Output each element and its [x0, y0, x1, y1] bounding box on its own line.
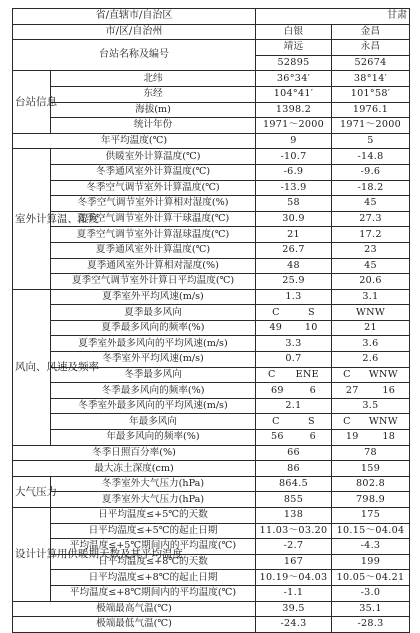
value-baiyin	[256, 305, 332, 321]
parameter-name: 日平均温度≤+5℃的起止日期	[51, 523, 256, 539]
parameter-name: 夏季最多风向的频率(%)	[51, 320, 256, 336]
parameter-name: 冬季日照百分率(%)	[13, 445, 256, 461]
value-baiyin: 104°41′	[256, 86, 332, 102]
table-row	[13, 430, 410, 446]
value-jinchang: 3.5	[332, 398, 410, 414]
table-row	[13, 398, 410, 414]
parameter-name: 夏季最多风向	[51, 305, 256, 321]
table-row	[13, 196, 410, 212]
table-row	[13, 71, 410, 87]
value-baiyin-part-b: S	[307, 415, 315, 427]
parameter-name: 冬季最多风向	[51, 367, 256, 383]
value-baiyin: 1971～2000	[256, 118, 332, 134]
value-jinchang-part-b: WNW	[368, 415, 398, 427]
value-baiyin: 30.9	[256, 211, 332, 227]
table-row	[13, 305, 410, 321]
parameter-name: 夏季室外大气压力(hPa)	[51, 492, 256, 508]
value-jinchang: 101°58′	[332, 86, 410, 102]
value-baiyin: 10.19～04.03	[256, 570, 332, 586]
table-row	[13, 476, 410, 492]
value-baiyin-part-a: C	[272, 415, 280, 427]
parameter-name: 冬季室外平均风速(m/s)	[51, 352, 256, 368]
table-row	[13, 336, 410, 352]
table-row	[13, 133, 410, 149]
value-jinchang: 2.6	[332, 352, 410, 368]
parameter-name: 夏季空气调节室外计算日平均温度(℃)	[51, 274, 256, 290]
value-baiyin: 25.9	[256, 274, 332, 290]
value-jinchang: 3.6	[332, 336, 410, 352]
parameter-name: 极端最低气温(℃)	[13, 617, 256, 633]
city-1: 白银	[256, 24, 332, 40]
parameter-name: 日平均温度≤+8℃的起止日期	[51, 570, 256, 586]
table-row	[13, 102, 410, 118]
value-jinchang	[332, 383, 410, 399]
value-jinchang: 798.9	[332, 492, 410, 508]
table-row	[13, 149, 410, 165]
parameter-name: 年最多风向	[51, 414, 256, 430]
parameter-name: 夏季通风室外计算温度(℃)	[51, 242, 256, 258]
value-jinchang: 78	[332, 445, 410, 461]
station-code-2: 52674	[332, 55, 410, 71]
value-jinchang: 27.3	[332, 211, 410, 227]
parameter-name: 冬季室外大气压力(hPa)	[51, 476, 256, 492]
value-baiyin	[256, 430, 332, 446]
value-jinchang: 10.05～04.21	[332, 570, 410, 586]
value-jinchang	[332, 414, 410, 430]
value-baiyin: 39.5	[256, 601, 332, 617]
table-row	[13, 274, 410, 290]
province-name: 甘肃	[256, 9, 410, 25]
value-jinchang: -14.8	[332, 149, 410, 165]
table-row	[13, 617, 410, 633]
parameter-name: 冬季空气调节室外计算温度(℃)	[51, 180, 256, 196]
value-jinchang-part-b: 18	[382, 431, 396, 443]
value-jinchang-part-a: 19	[345, 431, 359, 443]
parameter-name: 东经	[51, 86, 256, 102]
parameter-name: 日平均温度≤+8℃的天数	[51, 554, 256, 570]
table-row	[13, 508, 410, 524]
parameter-name: 年平均温度(℃)	[13, 133, 256, 149]
parameter-name: 北纬	[51, 71, 256, 87]
value-jinchang-part-a: C	[343, 415, 351, 427]
value-baiyin-part-a: 49	[269, 322, 283, 334]
value-baiyin-part-a: C	[268, 368, 276, 380]
value-baiyin: 167	[256, 554, 332, 570]
value-baiyin: 864.5	[256, 476, 332, 492]
value-jinchang: 23	[332, 242, 410, 258]
value-baiyin: -1.1	[256, 585, 332, 601]
parameter-name: 冬季室外最多风向的平均风速(m/s)	[51, 398, 256, 414]
climate-data-table	[12, 8, 410, 633]
value-jinchang	[332, 367, 410, 383]
value-baiyin: 48	[256, 258, 332, 274]
value-baiyin-part-a: 69	[270, 384, 284, 396]
parameter-name: 极端最高气温(℃)	[13, 601, 256, 617]
value-baiyin	[256, 414, 332, 430]
value-baiyin: 26.7	[256, 242, 332, 258]
value-baiyin-part-b: ENE	[295, 368, 319, 380]
value-jinchang: 38°14′	[332, 71, 410, 87]
table-row	[13, 414, 410, 430]
section-label: 台站信息	[13, 71, 51, 133]
table-row	[13, 383, 410, 399]
parameter-name: 夏季室外平均风速(m/s)	[51, 289, 256, 305]
value-baiyin: 0.7	[256, 352, 332, 368]
value-baiyin-part-b: 6	[309, 431, 317, 443]
value-baiyin: 11.03～03.20	[256, 523, 332, 539]
value-jinchang: -9.6	[332, 164, 410, 180]
parameter-name: 平均温度≤+8℃期间内的平均温度(℃)	[51, 585, 256, 601]
parameter-name: 海拔(m)	[51, 102, 256, 118]
table-row	[13, 227, 410, 243]
parameter-name: 夏季空气调节室外计算湿球温度(℃)	[51, 227, 256, 243]
table-row	[13, 118, 410, 134]
value-jinchang-part-b: WNW	[368, 368, 398, 380]
table-row	[13, 180, 410, 196]
parameter-name: 平均温度≤+5℃期间内的平均温度(℃)	[51, 539, 256, 555]
value-jinchang: 20.6	[332, 274, 410, 290]
value-jinchang: -4.3	[332, 539, 410, 555]
value-baiyin: -24.3	[256, 617, 332, 633]
station-1: 靖远	[256, 40, 332, 56]
station-label: 台站名称及编号	[13, 40, 256, 71]
value-baiyin: -10.7	[256, 149, 332, 165]
value-jinchang: -18.2	[332, 180, 410, 196]
station-code-1: 52895	[256, 55, 332, 71]
value-baiyin: 9	[256, 133, 332, 149]
climate-data-table-container	[12, 8, 409, 633]
value-jinchang: 1976.1	[332, 102, 410, 118]
value-jinchang-part-a: C	[343, 368, 351, 380]
value-jinchang: 45	[332, 196, 410, 212]
parameter-name: 夏季空气调节室外计算干球温度(℃)	[51, 211, 256, 227]
table-row	[13, 601, 410, 617]
value-baiyin: 21	[256, 227, 332, 243]
value-baiyin: 1398.2	[256, 102, 332, 118]
value-jinchang: 802.8	[332, 476, 410, 492]
value-jinchang: 3.1	[332, 289, 410, 305]
value-baiyin-part-a: C	[272, 306, 280, 318]
value-jinchang: 1971～2000	[332, 118, 410, 134]
table-row	[13, 492, 410, 508]
value-jinchang: 35.1	[332, 601, 410, 617]
value-baiyin-part-a: 56	[270, 431, 284, 443]
parameter-name: 夏季室外最多风向的平均风速(m/s)	[51, 336, 256, 352]
value-baiyin-part-b: 10	[304, 322, 318, 334]
value-baiyin: 1.3	[256, 289, 332, 305]
value-jinchang: -3.0	[332, 585, 410, 601]
parameter-name: 冬季最多风向的频率(%)	[51, 383, 256, 399]
value-baiyin: 86	[256, 461, 332, 477]
value-baiyin: 58	[256, 196, 332, 212]
value-jinchang: WNW	[332, 305, 410, 321]
parameter-name: 夏季通风室外计算相对湿度(%)	[51, 258, 256, 274]
table-row	[13, 461, 410, 477]
value-jinchang	[332, 430, 410, 446]
value-baiyin: -13.9	[256, 180, 332, 196]
value-baiyin	[256, 383, 332, 399]
value-jinchang-part-a: 27	[345, 384, 359, 396]
parameter-name: 统计年份	[51, 118, 256, 134]
value-jinchang: 159	[332, 461, 410, 477]
table-row	[13, 289, 410, 305]
value-baiyin: 2.1	[256, 398, 332, 414]
value-jinchang: -28.3	[332, 617, 410, 633]
city-label: 市/区/自治州	[13, 24, 256, 40]
table-row	[13, 86, 410, 102]
station-2: 永昌	[332, 40, 410, 56]
table-row	[13, 523, 410, 539]
value-baiyin: 3.3	[256, 336, 332, 352]
header-row-station	[13, 40, 410, 56]
region-label: 省/直辖市/自治区	[13, 9, 256, 25]
value-baiyin: 66	[256, 445, 332, 461]
section-label: 室外计算温、湿度	[13, 149, 51, 289]
value-jinchang: 175	[332, 508, 410, 524]
header-row-city	[13, 24, 410, 40]
city-2: 金昌	[332, 24, 410, 40]
value-baiyin: -6.9	[256, 164, 332, 180]
value-baiyin-part-b: 6	[309, 384, 317, 396]
table-row	[13, 539, 410, 555]
value-jinchang: 17.2	[332, 227, 410, 243]
value-baiyin-part-b: S	[307, 306, 315, 318]
parameter-name: 年最多风向的频率(%)	[51, 430, 256, 446]
parameter-name: 冬季通风室外计算温度(℃)	[51, 164, 256, 180]
value-jinchang: 5	[332, 133, 410, 149]
value-baiyin	[256, 320, 332, 336]
table-row	[13, 242, 410, 258]
value-jinchang: 21	[332, 320, 410, 336]
section-label: 风向、风速及频率	[13, 289, 51, 445]
value-jinchang: 45	[332, 258, 410, 274]
table-row	[13, 320, 410, 336]
table-row	[13, 164, 410, 180]
table-row	[13, 258, 410, 274]
parameter-name: 日平均温度≤+5℃的天数	[51, 508, 256, 524]
value-baiyin: 36°34′	[256, 71, 332, 87]
value-jinchang: 199	[332, 554, 410, 570]
value-baiyin: 138	[256, 508, 332, 524]
table-row	[13, 585, 410, 601]
header-row-province	[13, 9, 410, 25]
parameter-name: 供暖室外计算温度(℃)	[51, 149, 256, 165]
value-baiyin: -2.7	[256, 539, 332, 555]
section-label: 大气压力	[13, 476, 51, 507]
section-label: 设计计算用供暖期天数及其平均温度	[13, 508, 51, 602]
value-baiyin: 855	[256, 492, 332, 508]
value-baiyin	[256, 367, 332, 383]
table-row	[13, 445, 410, 461]
value-jinchang: 10.15～04.04	[332, 523, 410, 539]
parameter-name: 冬季空气调节室外计算相对湿度(%)	[51, 196, 256, 212]
value-jinchang-part-b: 16	[382, 384, 396, 396]
parameter-name: 最大冻土深度(cm)	[13, 461, 256, 477]
table-row	[13, 570, 410, 586]
